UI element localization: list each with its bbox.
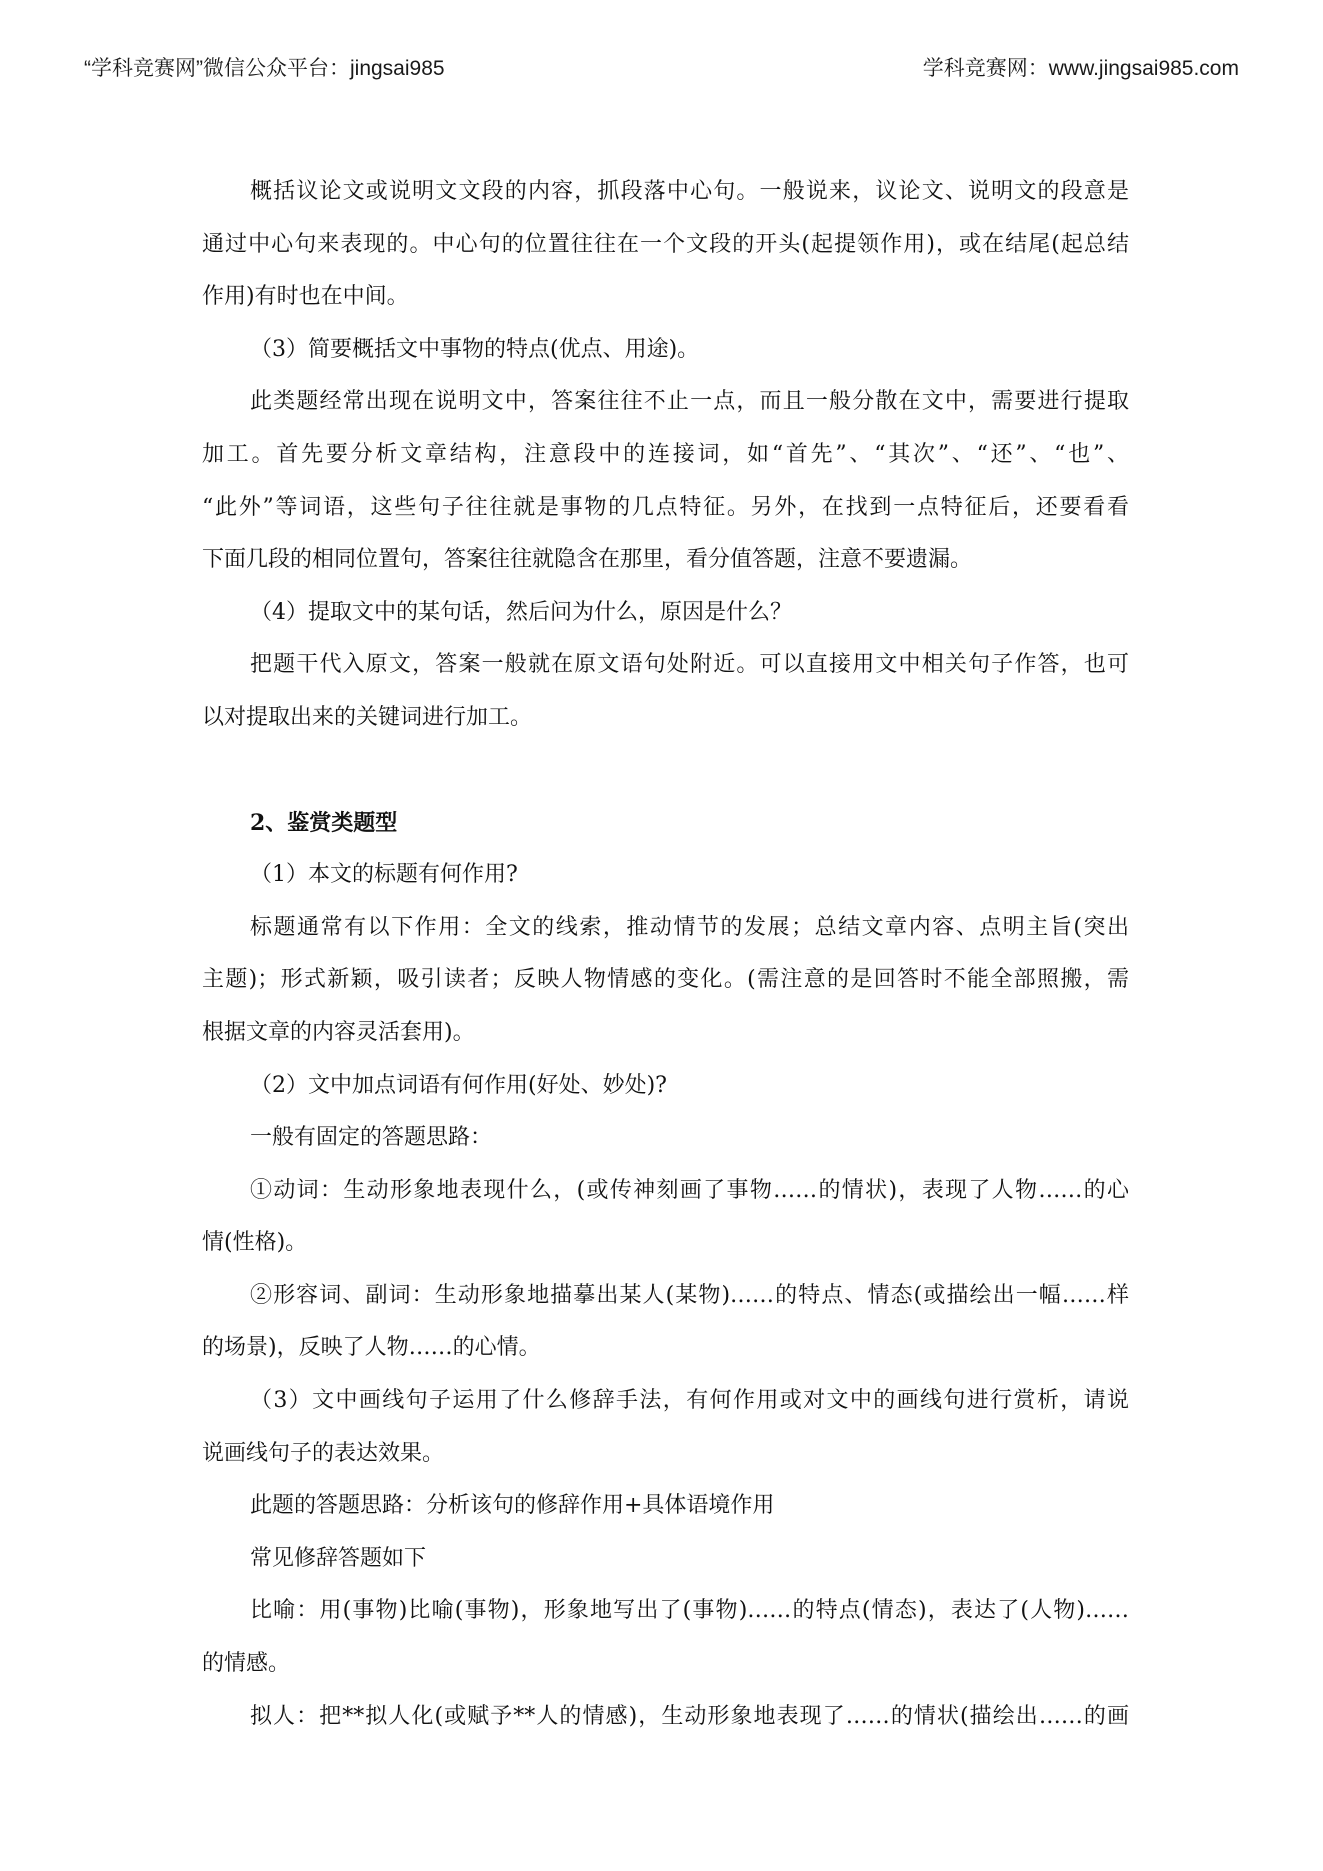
text-line: ②形容词、副词：生动形象地描摹出某人(某物)……的特点、情态(或描绘出一幅……样 [250, 1282, 1129, 1308]
text-line: 通过中心句来表现的。中心句的位置往往在一个文段的开头(起提领作用)，或在结尾(起总结 [202, 231, 1129, 257]
text-line: ①动词：生动形象地表现什么，(或传神刻画了事物……的情状)，表现了人物……的心 [250, 1177, 1129, 1203]
text-line: 下面几段的相同位置句，答案往往就隐含在那里，看分值答题，注意不要遗漏。 [202, 547, 973, 573]
document-body [202, 166, 1129, 1743]
text-line: 根据文章的内容灵活套用)。 [202, 1019, 475, 1045]
text-line: 以对提取出来的关键词进行加工。 [202, 704, 533, 730]
text-line: 此类题经常出现在说明文中，答案往往不止一点，而且一般分散在文中，需要进行提取 [250, 389, 1129, 415]
text-line: 一般有固定的答题思路： [250, 1125, 493, 1151]
text-line: 比喻：用(事物)比喻(事物)，形象地写出了(事物)……的特点(情态)，表达了(人物)…… [250, 1598, 1129, 1624]
text-line: 拟人：把**拟人化(或赋予**人的情感)，生动形象地表现了……的情状(描绘出……的画 [250, 1703, 1129, 1729]
section-heading: 2、鉴赏类题型 [250, 809, 398, 836]
text-line: 标题通常有以下作用：全文的线索，推动情节的发展；总结文章内容、点明主旨(突出 [250, 914, 1129, 940]
text-line: “此外”等词语，这些句子往往就是事物的几点特征。另外，在找到一点特征后，还要看看 [202, 494, 1129, 520]
text-line: 把题干代入原文，答案一般就在原文语句处附近。可以直接用文中相关句子作答，也可 [250, 652, 1129, 678]
text-line: 概括议论文或说明文文段的内容，抓段落中心句。一般说来，议论文、说明文的段意是 [250, 179, 1129, 204]
text-line: 的情感。 [202, 1651, 291, 1677]
page-header [84, 52, 1239, 84]
text-line: 说画线句子的表达效果。 [202, 1440, 445, 1466]
header-wechat-label: “学科竞赛网”微信公众平台：jingsai985 [84, 57, 445, 80]
text-line: 情(性格)。 [202, 1230, 308, 1256]
text-line: （1）本文的标题有何作用? [250, 862, 518, 888]
text-line: （2）文中加点词语有何作用(好处、妙处)? [250, 1072, 667, 1098]
text-line: （3）简要概括文中事物的特点(优点、用途)。 [250, 336, 700, 362]
text-line: （3）文中画线句子运用了什么修辞手法，有何作用或对文中的画线句进行赏析，请说 [250, 1388, 1129, 1414]
text-line: 此题的答题思路：分析该句的修辞作用+具体语境作用 [250, 1493, 775, 1519]
text-line: 加工。首先要分析文章结构，注意段中的连接词，如“首先”、“其次”、“还”、“也”、 [202, 441, 1129, 467]
text-line: 主题)；形式新颖，吸引读者；反映人物情感的变化。(需注意的是回答时不能全部照搬，需 [202, 967, 1129, 993]
text-line: 的场景)，反映了人物……的心情。 [202, 1335, 541, 1361]
header-website-label: 学科竞赛网：www.jingsai985.com [922, 57, 1239, 80]
text-line: （4）提取文中的某句话，然后问为什么，原因是什么？ [250, 599, 792, 625]
paragraph-gap [202, 745, 1129, 797]
text-line: 作用)有时也在中间。 [202, 284, 409, 310]
text-line: 常见修辞答题如下 [250, 1545, 427, 1571]
